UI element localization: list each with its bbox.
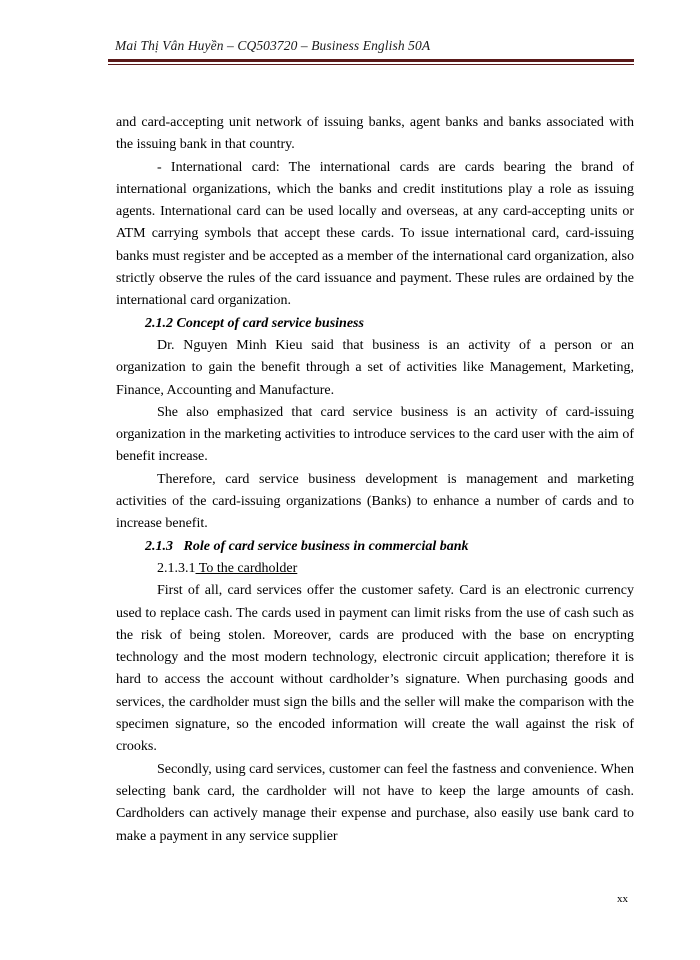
paragraph-secondly: Secondly, using card services, customer can feel the fastness and convenience. When selecting bank card, the cardholder will not have to keep the large amounts of cash. Cardholders can actively manage their expense and purchase, also easily use bank card to make a payment in any service supplier [116,761,634,844]
subsection-number: 2.1.3.1 [157,560,196,576]
page-number: xx [617,893,628,905]
section-heading-2-1-3: 2.1.3 Role of card service business in commercial bank [145,538,469,554]
paragraph-therefore: Therefore, card service business development is management and marketing activities of the card-issuing organizations (Banks) to enhance a number of cards and to increase benefit. [116,471,634,532]
paragraph-emphasized: She also emphasized that card service business is an activity of card-issuing organization in the marketing activities to introduce services to the card user with the aim of benefit increase. [116,404,634,465]
paragraph-kieu: Dr. Nguyen Minh Kieu said that business is an activity of a person or an organization to gain the benefit through a set of activities like Management, Marketing, Finance, Accounting and Manufacture. [116,337,634,398]
header-rule-thin [108,64,634,65]
page-header: Mai Thị Vân Huyền – CQ503720 – Business English 50A [115,38,431,53]
section-heading-2-1-2: 2.1.2 Concept of card service business [145,315,364,331]
subsection-heading-2-1-3-1 [116,558,634,580]
paragraph-international-card: - International card: The international cards are cards bearing the brand of international organizations, which the banks and credit institutions play a role as issuing agents. International card can be used locally and overseas, at any card-accepting units or ATM carrying symbols that accept these cards. To issue international card, card-issuing banks must register and be accepted as a member of the international card organization, also strictly observe the rules of the card issuance and payment. These rules are ordained by the international card organization. [116,159,634,309]
paragraph-first: First of all, card services offer the customer safety. Card is an electronic currency used to replace cash. The cards used in payment can limit risks from the use of cash such as the risk of being stolen. Moreover, cards are produced with the base on encrypting technology and the most modern technology, electronic circuit application; therefore it is hard to access the account without cardholder’s signature. When purchasing goods and services, the cardholder must sign the bills and the seller will make the comparison with the specimen signature, so the encoded information will create the wall against the risk of crooks. [116,583,634,755]
body-text [116,112,634,848]
subsection-title: To the cardholder [195,560,298,576]
paragraph-continuation: and card-accepting unit network of issuing banks, agent banks and banks associated with the issuing bank in that country. [116,115,634,153]
header-rule-thick [108,59,634,62]
